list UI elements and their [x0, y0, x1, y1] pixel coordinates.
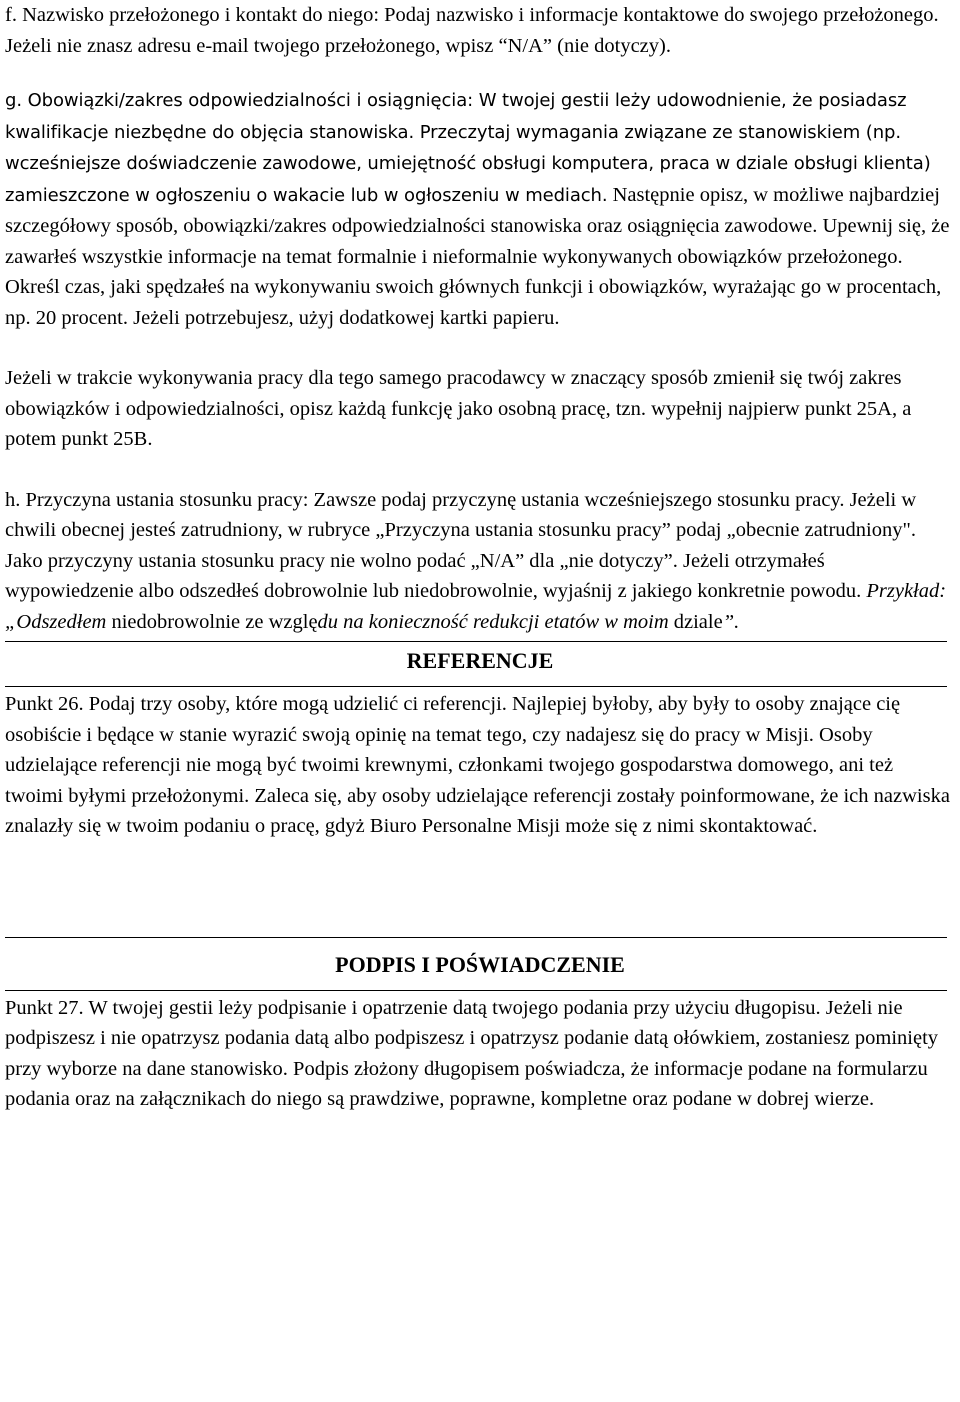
references-text: Punkt 26. Podaj trzy osoby, które mogą udzielić ci referencji. Najlepiej byłoby, aby były to osoby znające cię osobiście i będące w stanie wyrazić swoją opinię na temat tego, czy nadajesz się do pracy w Misji. Osoby udzielające referencji nie mogą być twoimi krewnymi, członkami twojego gospodarstwa domowego, ani też twoimi byłymi przełożonymi. Zaleca się, aby osoby udzielające referencji zostały poinformowane, że ich nazwiska znalazły się w twoim podaniu o pracę, gdyż Biuro Personalne Misji może się z nimi skontaktować. — [5, 693, 950, 837]
section-g-note — [5, 363, 955, 455]
section-f-paragraph — [5, 0, 955, 61]
section-h-example-label: Przykład: „Odszedłem — [5, 580, 947, 633]
divider-after-references — [5, 686, 947, 687]
section-g-paragraph — [5, 85, 955, 333]
divider-before-signature — [5, 937, 947, 938]
section-h-paragraph — [5, 485, 955, 638]
section-g-note-text: Jeżeli w trakcie wykonywania pracy dla tego samego pracodawcy w znaczący sposób zmienił się twój zakres obowiązków i odpowiedzialności, opisz każdą funkcję jako osobną pracę, tzn. wypełnij najpierw punkt 25A, a potem punkt 25B. — [5, 367, 912, 450]
references-heading: REFERENCJE — [406, 648, 554, 673]
section-f-text: f. Nazwisko przełożonego i kontakt do niego: Podaj nazwisko i informacje kontaktowe do swojego przełożonego. Jeżeli nie znasz adresu e-mail twojego przełożonego, wpisz “N/A” (nie dotyczy). — [5, 4, 939, 57]
references-paragraph — [5, 689, 955, 842]
signature-text: Punkt 27. W twojej gestii leży podpisanie i opatrzenie datą twojego podania przy użyciu długopisu. Jeżeli nie podpiszesz i nie opatrzysz podania datą albo podpiszesz i opatrzysz podanie datą ołówkiem, zostaniesz pominięty przy wyborze na dane stanowisko. Podpis złożony długopisem poświadcza, że informacje podane na formularzu podania oraz na załącznikach do niego są prawdziwe, poprawne, kompletne oraz podane w dobrej wierze. — [5, 996, 939, 1110]
divider-after-signature — [5, 990, 947, 991]
section-h-example-mid: niedobrowolnie ze wzglę — [106, 610, 318, 633]
section-g-requirements: g. Obowiązki/zakres odpowiedzialności i osiągnięcia: W twojej gestii leży udowodnienie, że posiadasz kwalifikacje niezbędne do objęcia stanowiska. Przeczytaj wymagania związane ze stanowiskiem (np. wcześniejsze doświadczenie zawodowe, umiejętność obsługi komputera, praca w dziale obsługi klienta) zamieszczone w ogłoszeniu o wakacie lub w ogłoszeniu w mediach. — [5, 90, 931, 206]
section-h-example-close: ”. — [722, 610, 740, 633]
signature-heading: PODPIS I POŚWIADCZENIE — [335, 951, 625, 977]
section-h-text: h. Przyczyna ustania stosunku pracy: Zawsze podaj przyczynę ustania wcześniejszego stosunku pracy. Jeżeli w chwili obecnej jesteś zatrudniony, w rubryce „Przyczyna ustania stosunku pracy” podaj „obecnie zatrudniony". Jako przyczyny ustania stosunku pracy nie wolno podać „N/A” dla „nie dotyczy”. Jeżeli otrzymałeś wypowiedzenie albo odszedłeś dobrowolnie lub niedobrowolnie, wyjaśnij z jakiego konkretnie powodu. — [5, 488, 917, 602]
section-h-example-end: dziale — [668, 610, 723, 633]
signature-paragraph — [5, 993, 955, 1115]
divider-before-references — [5, 641, 947, 642]
section-h-example-italic: du na konieczność redukcji etatów w moim — [317, 610, 669, 633]
section-g-instructions: Następnie opisz, w możliwe najbardziej szczegółowy sposób, obowiązki/zakres odpowiedzialności stanowiska oraz osiągnięcia zawodowe. Upewnij się, że zawarłeś wszystkie informacje na temat formalnie i nieformalnie wykonywanych obowiązków przełożonego. Określ czas, jaki spędzałeś na wykonywaniu swoich głównych funkcji i obowiązków, wyrażając go w procentach, np. 20 procent. Jeżeli potrzebujesz, użyj dodatkowej kartki papieru. — [5, 183, 950, 329]
